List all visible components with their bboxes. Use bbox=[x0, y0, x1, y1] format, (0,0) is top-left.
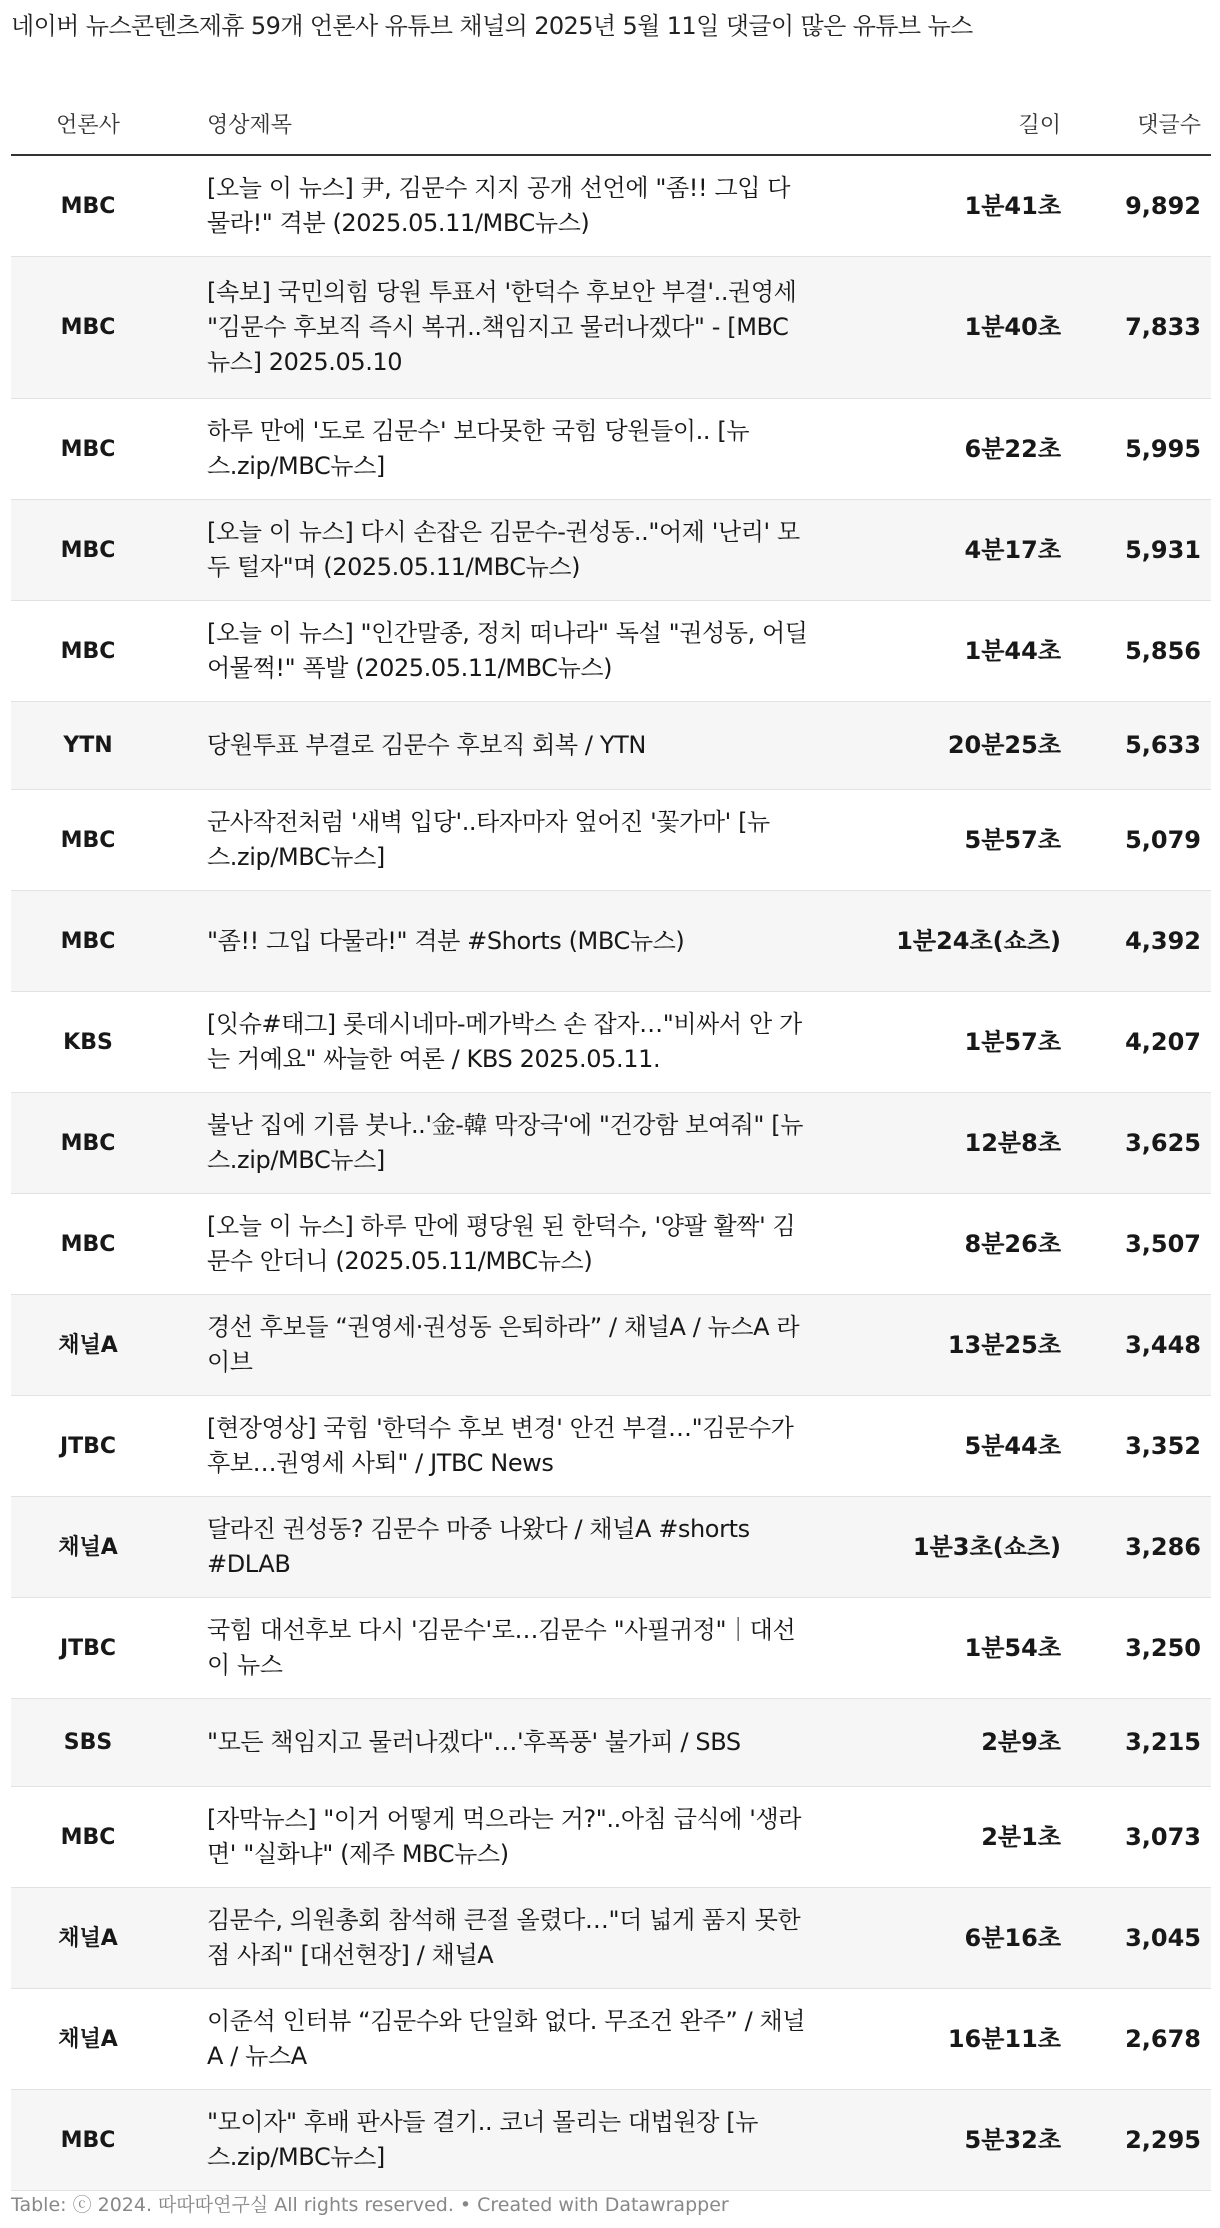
table-row[interactable] bbox=[11, 1598, 1211, 1699]
video-title-cell: 이준석 인터뷰 “김문수와 단일화 없다. 무조건 완주” / 채널A / 뉴스A bbox=[181, 1989, 831, 2090]
outlet-cell: 채널A bbox=[11, 1888, 181, 1989]
header-outlet[interactable]: 언론사 bbox=[11, 92, 181, 155]
copyright-text: Table: ⓒ 2024. 따따따연구실 All rights reserved. bbox=[11, 2194, 454, 2216]
video-title-cell: 군사작전처럼 '새벽 입당'..타자마자 엎어진 '꽃가마' [뉴스.zip/MBC뉴스] bbox=[181, 790, 831, 891]
header-row bbox=[11, 92, 1211, 155]
length-cell: 1분54초 bbox=[831, 1598, 1071, 1699]
comment-count-cell: 3,286 bbox=[1071, 1497, 1211, 1598]
video-title-cell: [현장영상] 국힘 '한덕수 후보 변경' 안건 부결…"김문수가 후보…권영세 사퇴" / JTBC News bbox=[181, 1396, 831, 1497]
video-title-cell: [자막뉴스] "이거 어떻게 먹으라는 거?"..아침 급식에 '생라면' "실화냐" (제주 MBC뉴스) bbox=[181, 1787, 831, 1888]
length-cell: 13분25초 bbox=[831, 1295, 1071, 1396]
table-row[interactable] bbox=[11, 1787, 1211, 1888]
outlet-cell: KBS bbox=[11, 992, 181, 1093]
length-cell: 4분17초 bbox=[831, 500, 1071, 601]
length-cell: 5분32초 bbox=[831, 2090, 1071, 2191]
outlet-cell: MBC bbox=[11, 1194, 181, 1295]
outlet-cell: MBC bbox=[11, 790, 181, 891]
table-row[interactable] bbox=[11, 702, 1211, 790]
table-row[interactable] bbox=[11, 399, 1211, 500]
length-cell: 2분1초 bbox=[831, 1787, 1071, 1888]
table-row[interactable] bbox=[11, 1888, 1211, 1989]
comment-count-cell: 5,995 bbox=[1071, 399, 1211, 500]
video-title-cell: 달라진 권성동? 김문수 마중 나왔다 / 채널A #shorts #DLAB bbox=[181, 1497, 831, 1598]
table-row[interactable] bbox=[11, 500, 1211, 601]
comment-count-cell: 5,856 bbox=[1071, 601, 1211, 702]
length-cell: 1분40초 bbox=[831, 257, 1071, 399]
comment-count-cell: 4,392 bbox=[1071, 891, 1211, 992]
outlet-cell: MBC bbox=[11, 2090, 181, 2191]
video-title-cell: 불난 집에 기름 붓나..'金-韓 막장극'에 "건강함 보여줘" [뉴스.zip/MBC뉴스] bbox=[181, 1093, 831, 1194]
outlet-cell: MBC bbox=[11, 891, 181, 992]
outlet-cell: MBC bbox=[11, 601, 181, 702]
video-title-cell: [오늘 이 뉴스] 尹, 김문수 지지 공개 선언에 "좀!! 그입 다물라!" 격분 (2025.05.11/MBC뉴스) bbox=[181, 155, 831, 257]
video-title-cell: 당원투표 부결로 김문수 후보직 회복 / YTN bbox=[181, 702, 831, 790]
length-cell: 12분8초 bbox=[831, 1093, 1071, 1194]
outlet-cell: MBC bbox=[11, 1093, 181, 1194]
comment-count-cell: 3,250 bbox=[1071, 1598, 1211, 1699]
video-title-cell: [오늘 이 뉴스] "인간말종, 정치 떠나라" 독설 "권성동, 어딜 어물쩍!" 폭발 (2025.05.11/MBC뉴스) bbox=[181, 601, 831, 702]
length-cell: 6분22초 bbox=[831, 399, 1071, 500]
table-row[interactable] bbox=[11, 1989, 1211, 2090]
length-cell: 1분3초(쇼츠) bbox=[831, 1497, 1071, 1598]
outlet-cell: SBS bbox=[11, 1699, 181, 1787]
table-row[interactable] bbox=[11, 1093, 1211, 1194]
video-title-cell: 하루 만에 '도로 김문수' 보다못한 국힘 당원들이.. [뉴스.zip/MBC뉴스] bbox=[181, 399, 831, 500]
video-title-cell: [속보] 국민의힘 당원 투표서 '한덕수 후보안 부결'..권영세 "김문수 후보직 즉시 복귀..책임지고 물러나겠다" - [MBC뉴스] 2025.05.10 bbox=[181, 257, 831, 399]
comment-count-cell: 5,931 bbox=[1071, 500, 1211, 601]
outlet-cell: 채널A bbox=[11, 1295, 181, 1396]
comment-count-cell: 3,625 bbox=[1071, 1093, 1211, 1194]
outlet-cell: 채널A bbox=[11, 1497, 181, 1598]
outlet-cell: JTBC bbox=[11, 1396, 181, 1497]
header-comments[interactable]: 댓글수 bbox=[1071, 92, 1211, 155]
footer bbox=[11, 2190, 729, 2217]
video-title-cell: 경선 후보들 “권영세·권성동 은퇴하라” / 채널A / 뉴스A 라이브 bbox=[181, 1295, 831, 1396]
length-cell: 1분44초 bbox=[831, 601, 1071, 702]
news-table bbox=[11, 92, 1211, 2191]
comment-count-cell: 3,352 bbox=[1071, 1396, 1211, 1497]
table-row[interactable] bbox=[11, 601, 1211, 702]
outlet-cell: MBC bbox=[11, 399, 181, 500]
length-cell: 2분9초 bbox=[831, 1699, 1071, 1787]
table-row[interactable] bbox=[11, 1194, 1211, 1295]
footer-separator: • bbox=[459, 2194, 472, 2216]
video-title-cell: [오늘 이 뉴스] 하루 만에 평당원 된 한덕수, '양팔 활짝' 김문수 안더니 (2025.05.11/MBC뉴스) bbox=[181, 1194, 831, 1295]
length-cell: 20분25초 bbox=[831, 702, 1071, 790]
comment-count-cell: 3,045 bbox=[1071, 1888, 1211, 1989]
video-title-cell: "모이자" 후배 판사들 결기.. 코너 몰리는 대법원장 [뉴스.zip/MBC뉴스] bbox=[181, 2090, 831, 2191]
outlet-cell: MBC bbox=[11, 500, 181, 601]
comment-count-cell: 9,892 bbox=[1071, 155, 1211, 257]
length-cell: 6분16초 bbox=[831, 1888, 1071, 1989]
outlet-cell: MBC bbox=[11, 1787, 181, 1888]
comment-count-cell: 3,215 bbox=[1071, 1699, 1211, 1787]
table-body bbox=[11, 155, 1211, 2191]
comment-count-cell: 5,079 bbox=[1071, 790, 1211, 891]
comment-count-cell: 2,678 bbox=[1071, 1989, 1211, 2090]
outlet-cell: JTBC bbox=[11, 1598, 181, 1699]
length-cell: 16분11초 bbox=[831, 1989, 1071, 2090]
video-title-cell: [잇슈#태그] 롯데시네마-메가박스 손 잡자…"비싸서 안 가는 거예요" 싸늘한 여론 / KBS 2025.05.11. bbox=[181, 992, 831, 1093]
comment-count-cell: 3,073 bbox=[1071, 1787, 1211, 1888]
comment-count-cell: 4,207 bbox=[1071, 992, 1211, 1093]
outlet-cell: MBC bbox=[11, 155, 181, 257]
page-title: 네이버 뉴스콘텐츠제휴 59개 언론사 유튜브 채널의 2025년 5월 11일 댓글이 많은 유튜브 뉴스 bbox=[11, 12, 973, 40]
length-cell: 1분57초 bbox=[831, 992, 1071, 1093]
comment-count-cell: 3,507 bbox=[1071, 1194, 1211, 1295]
table-row[interactable] bbox=[11, 1699, 1211, 1787]
video-title-cell: [오늘 이 뉴스] 다시 손잡은 김문수-권성동.."어제 '난리' 모두 털자"며 (2025.05.11/MBC뉴스) bbox=[181, 500, 831, 601]
outlet-cell: YTN bbox=[11, 702, 181, 790]
length-cell: 5분57초 bbox=[831, 790, 1071, 891]
video-title-cell: "모든 책임지고 물러나겠다"…'후폭풍' 불가피 / SBS bbox=[181, 1699, 831, 1787]
header-length[interactable]: 길이 bbox=[831, 92, 1071, 155]
table-row[interactable] bbox=[11, 891, 1211, 992]
length-cell: 8분26초 bbox=[831, 1194, 1071, 1295]
table-row[interactable] bbox=[11, 155, 1211, 257]
video-title-cell: "좀!! 그입 다물라!" 격분 #Shorts (MBC뉴스) bbox=[181, 891, 831, 992]
header-title[interactable]: 영상제목 bbox=[181, 92, 831, 155]
video-title-cell: 국힘 대선후보 다시 '김문수'로…김문수 "사필귀정"｜대선 이 뉴스 bbox=[181, 1598, 831, 1699]
comment-count-cell: 2,295 bbox=[1071, 2090, 1211, 2191]
length-cell: 5분44초 bbox=[831, 1396, 1071, 1497]
length-cell: 1분24초(쇼츠) bbox=[831, 891, 1071, 992]
table-header bbox=[11, 92, 1211, 155]
table-row[interactable] bbox=[11, 992, 1211, 1093]
length-cell: 1분41초 bbox=[831, 155, 1071, 257]
video-title-cell: 김문수, 의원총회 참석해 큰절 올렸다…"더 넓게 품지 못한 점 사죄" [대선현장] / 채널A bbox=[181, 1888, 831, 1989]
comment-count-cell: 7,833 bbox=[1071, 257, 1211, 399]
table-row[interactable] bbox=[11, 790, 1211, 891]
comment-count-cell: 3,448 bbox=[1071, 1295, 1211, 1396]
table-row[interactable] bbox=[11, 1295, 1211, 1396]
table-row[interactable] bbox=[11, 257, 1211, 399]
table-row[interactable] bbox=[11, 1396, 1211, 1497]
comment-count-cell: 5,633 bbox=[1071, 702, 1211, 790]
table-row[interactable] bbox=[11, 2090, 1211, 2191]
datawrapper-credit-link[interactable]: Created with Datawrapper bbox=[477, 2194, 729, 2216]
outlet-cell: 채널A bbox=[11, 1989, 181, 2090]
outlet-cell: MBC bbox=[11, 257, 181, 399]
table-row[interactable] bbox=[11, 1497, 1211, 1598]
